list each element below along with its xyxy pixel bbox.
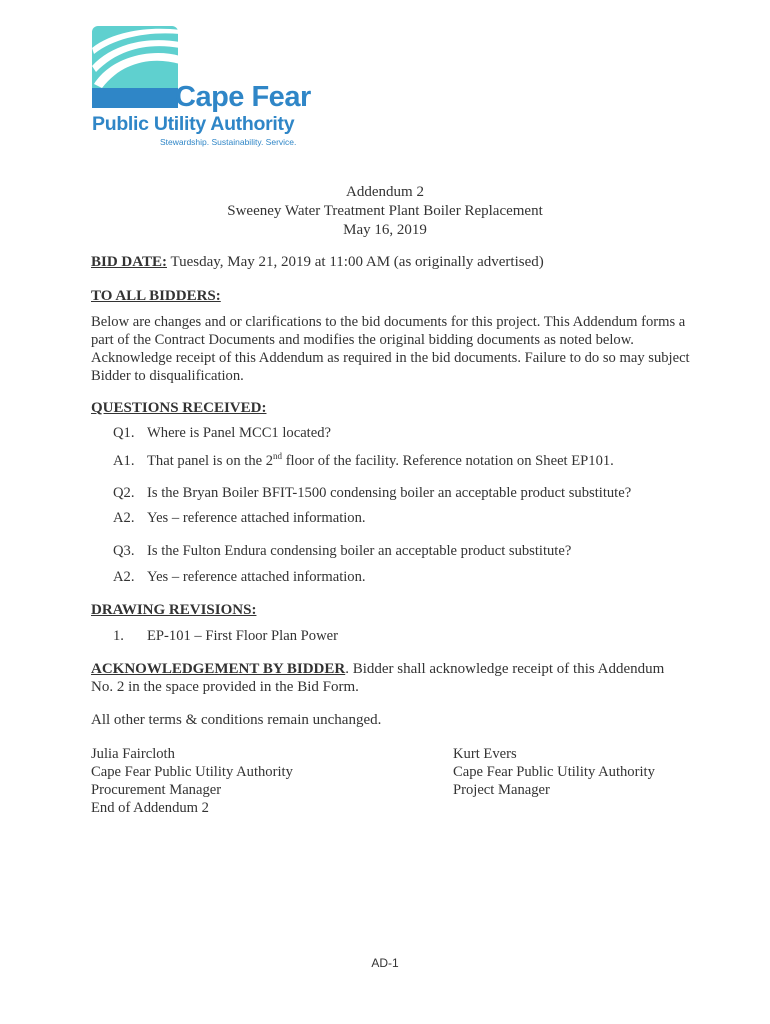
acknowledgement-text-1: . Bidder shall acknowledge receipt of this Addendum [345,661,665,677]
wave-logo-icon [92,26,182,112]
q2-label: Q2. [113,485,135,501]
addendum-title: Addendum 2 [346,184,424,200]
a3-label: A2. [113,569,135,585]
drawing-item-number: 1. [113,628,124,644]
cfpua-logo [92,26,312,150]
signatory-right [453,745,655,799]
a1-label: A1. [113,452,135,469]
addendum-date: May 16, 2019 [343,222,427,238]
acknowledgement-text-2: No. 2 in the space provided in the Bid Form. [91,679,359,695]
signatory-right-org: Cape Fear Public Utility Authority [453,764,655,780]
a3-text: Yes – reference attached information. [147,569,366,585]
drawing-item-text: EP-101 – First Floor Plan Power [147,628,338,644]
logo-name-line1: Cape Fear [175,81,311,113]
bid-date-line [91,254,544,271]
signatory-left [91,745,293,817]
a1-text-pre: That panel is on the 2 [147,452,274,469]
signatory-left-name: Julia Faircloth [91,746,175,762]
question-1 [113,425,331,442]
signatory-right-title: Project Manager [453,782,550,798]
question-2 [113,485,631,502]
q2-text: Is the Bryan Boiler BFIT-1500 condensing boiler an acceptable product substitute? [147,485,632,501]
signatory-left-org: Cape Fear Public Utility Authority [91,764,293,780]
end-of-addendum: End of Addendum 2 [91,800,209,816]
a2-label: A2. [113,510,135,526]
answer-2 [113,510,366,527]
q1-text: Where is Panel MCC1 located? [147,425,331,441]
bid-date-label: BID DATE: [91,254,167,270]
signatory-left-title: Procurement Manager [91,782,222,798]
q1-label: Q1. [113,425,135,441]
bid-date-value: Tuesday, May 21, 2019 at 11:00 AM (as originally advertised) [170,254,544,270]
a1-text-post: floor of the facility. Reference notation on Sheet EP101. [282,452,614,469]
a1-superscript: nd [273,451,283,461]
acknowledgement-heading: ACKNOWLEDGEMENT BY BIDDER [91,661,346,677]
signatory-right-name: Kurt Evers [453,746,517,762]
answer-3 [113,569,366,586]
page-footer: AD-1 [371,956,399,970]
intro-paragraph: Below are changes and or clarifications to the bid documents for this project. This Addendum forms a part of the Contract Documents and modifies the original bidding documents as noted below. Acknowledge receipt of this Addendum as required in the bid documents. Failure to do so may subject Bidder to disqualification. [91,314,690,384]
to-all-bidders-heading: TO ALL BIDDERS: [91,288,221,304]
logo-tagline: Stewardship. Sustainability. Service. [160,137,297,147]
project-title: Sweeney Water Treatment Plant Boiler Replacement [227,203,543,219]
drawing-revision-item [113,628,338,645]
q3-text: Is the Fulton Endura condensing boiler an acceptable product substitute? [147,543,572,559]
q3-label: Q3. [113,543,135,559]
questions-heading: QUESTIONS RECEIVED: [91,400,267,416]
acknowledgement-line-1 [91,661,664,678]
a2-text: Yes – reference attached information. [147,510,366,526]
answer-1 [113,451,614,470]
other-terms: All other terms & conditions remain unchanged. [91,712,382,728]
question-3 [113,543,571,560]
logo-name-line2: Public Utility Authority [92,113,295,135]
drawing-revisions-heading: DRAWING REVISIONS: [91,602,257,618]
